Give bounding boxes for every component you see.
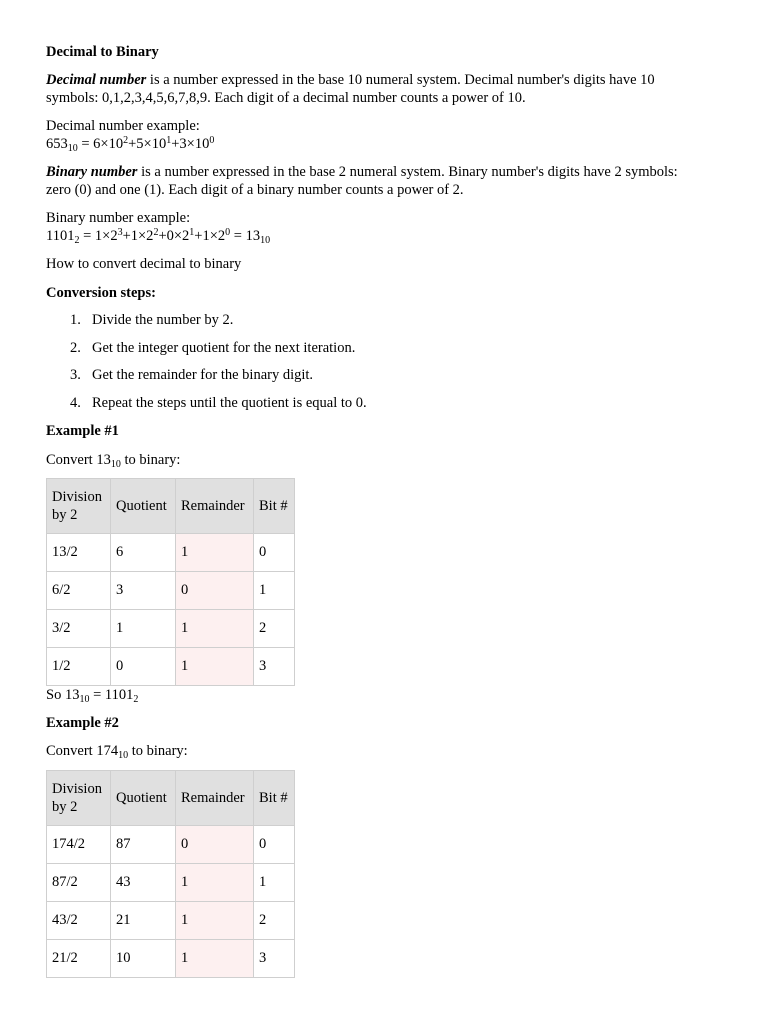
binary-definition-line1: Binary number is a number expressed in the base 2 numeral system. Binary number's digits have 2 symbols: [46,164,678,180]
conversion-steps-list [46,311,367,421]
decimal-example-formula: $653_{10} = 6\times 10^2+5\times 10^1+3\times 10^0$ [46,135,215,154]
step-item: 3. Get the remainder for the binary digit. [70,367,314,383]
decimal-example-label: Decimal number example: [46,118,200,134]
example1-convert-line: Convert $13_{10}$ to binary: [46,452,181,470]
header-division: Division by 2 [47,479,111,534]
header-remainder: Remainder [176,479,254,534]
binary-definition-line2: zero (0) and one (1). Each digit of a binary number counts a power of 2. [46,182,464,198]
table-row: 6/2 3 0 1 [47,572,295,610]
table-row: 3/2 1 1 2 [47,610,295,648]
header-bit: Bit # [254,771,295,826]
table-header-row [47,479,295,534]
example1-table [46,478,295,686]
header-remainder: Remainder [176,771,254,826]
example2-convert-line: Convert $174_{10}$ to binary: [46,743,188,761]
header-bit: Bit # [254,479,295,534]
table-row: 13/2 6 1 0 [47,534,295,572]
step-item: 2. Get the integer quotient for the next iteration. [70,339,356,356]
page-title: Decimal to Binary [46,44,159,60]
decimal-term: Decimal number [46,72,147,88]
example2-table [46,770,295,978]
table-row: 1/2 0 1 3 [47,648,295,686]
example2-heading: Example #2 [46,715,119,731]
example1-result: So $13_{10} = 1101_2$ [46,687,139,705]
howto-line: How to convert decimal to binary [46,256,242,272]
table-row: 174/2 87 0 0 [47,826,295,864]
example1-heading: Example #1 [46,423,119,439]
header-quotient: Quotient [111,771,176,826]
binary-example-formula: $1101_2 = 1\times 2^3+1\times 2^2+0\times 2^1+1\times 2^0 = 13_{10}$ [46,227,271,246]
header-quotient: Quotient [111,479,176,534]
binary-term: Binary number [46,164,138,180]
table-header-row [47,771,295,826]
table-row: 87/2 43 1 1 [47,864,295,902]
binary-example-label: Binary number example: [46,210,191,226]
header-division: Division by 2 [47,771,111,826]
decimal-definition-line2: symbols: 0,1,2,3,4,5,6,7,8,9. Each digit of a decimal number counts a power of 10. [46,90,526,106]
table-row: 21/2 10 1 3 [47,940,295,978]
table-row: 43/2 21 1 2 [47,902,295,940]
step-item: 1. Divide the number by 2. [70,312,234,328]
decimal-definition-line1: Decimal number is a number expressed in the base 10 numeral system. Decimal number's digits have 10 [46,72,655,88]
steps-heading: Conversion steps: [46,285,156,301]
step-item: 4. Repeat the steps until the quotient is equal to 0. [70,394,367,411]
